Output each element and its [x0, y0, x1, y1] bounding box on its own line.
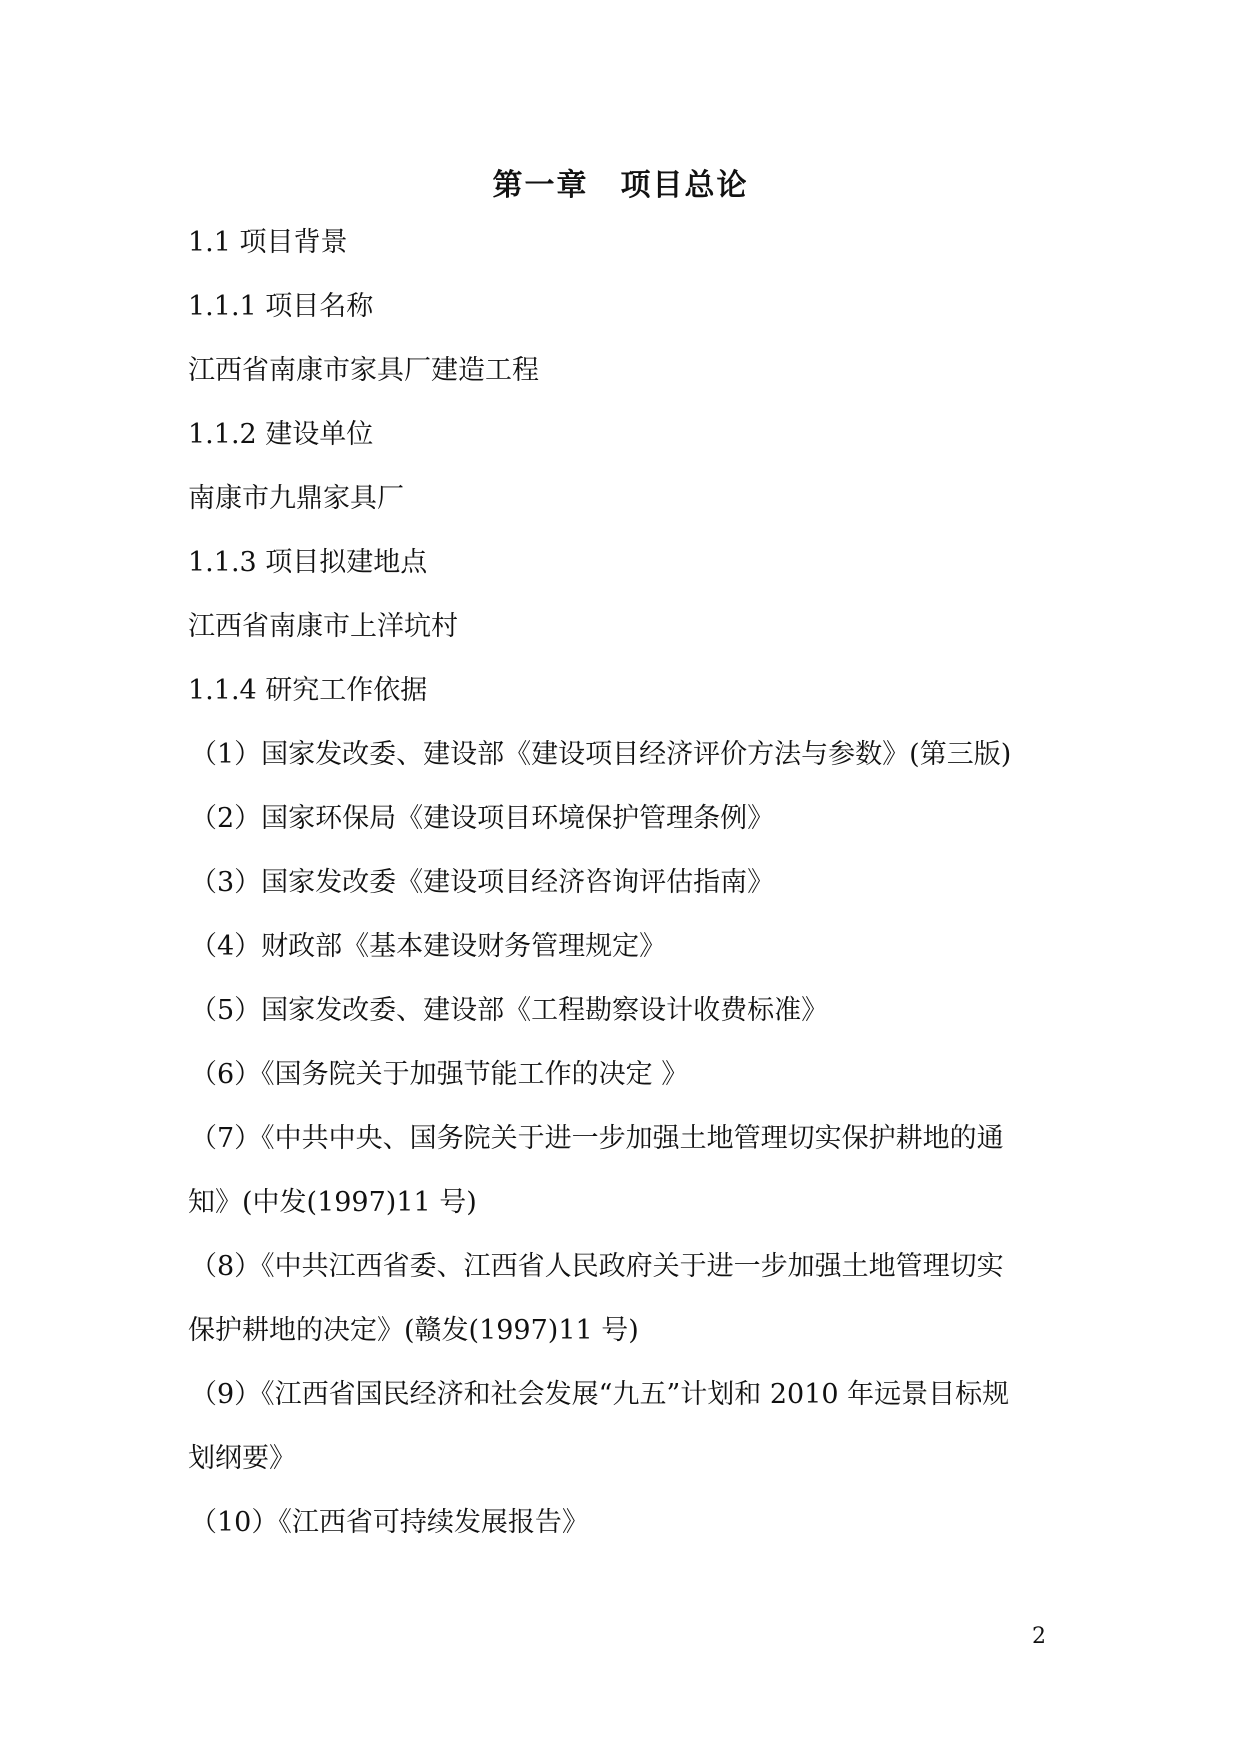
basis-item-9-continued: 划纲要》: [188, 1443, 296, 1474]
basis-item-4: （4）财政部《基本建设财务管理规定》: [190, 931, 667, 962]
chapter-title: 第一章 项目总论: [492, 168, 749, 203]
basis-item-7: （7）《中共中央、国务院关于进一步加强土地管理切实保护耕地的通: [190, 1123, 1004, 1154]
subsection-heading-location: 1.1.3 项目拟建地点: [188, 547, 428, 578]
project-name: 江西省南康市家具厂建造工程: [188, 355, 539, 386]
basis-item-10: （10）《江西省可持续发展报告》: [190, 1507, 589, 1538]
basis-item-7-continued: 知》(中发(1997)11 号): [188, 1187, 477, 1218]
project-location: 江西省南康市上洋坑村: [188, 611, 458, 642]
subsection-heading-builder: 1.1.2 建设单位: [188, 419, 374, 450]
basis-item-8: （8）《中共江西省委、江西省人民政府关于进一步加强土地管理切实: [190, 1251, 1004, 1282]
subsection-heading-project-name: 1.1.1 项目名称: [188, 291, 374, 322]
section-heading-background: 1.1 项目背景: [188, 227, 348, 258]
basis-item-3: （3）国家发改委《建设项目经济咨询评估指南》: [190, 867, 775, 898]
basis-item-5: （5）国家发改委、建设部《工程勘察设计收费标准》: [190, 995, 829, 1026]
basis-item-1: （1）国家发改委、建设部《建设项目经济评价方法与参数》(第三版): [190, 739, 1012, 770]
basis-item-8-continued: 保护耕地的决定》(赣发(1997)11 号): [188, 1315, 639, 1346]
page-number: 2: [1032, 1624, 1046, 1649]
basis-item-2: （2）国家环保局《建设项目环境保护管理条例》: [190, 803, 775, 834]
builder-name: 南康市九鼎家具厂: [188, 483, 404, 514]
subsection-heading-basis: 1.1.4 研究工作依据: [188, 675, 428, 706]
basis-item-6: （6）《国务院关于加强节能工作的决定 》: [190, 1059, 689, 1090]
basis-item-9: （9）《江西省国民经济和社会发展“九五”计划和 2010 年远景目标规: [190, 1379, 1010, 1410]
